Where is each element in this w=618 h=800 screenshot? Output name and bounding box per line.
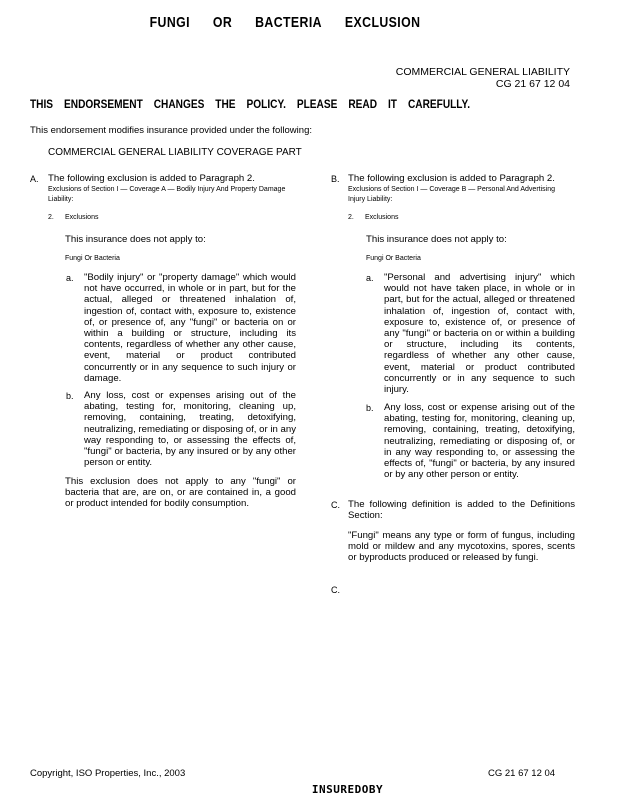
item-a-text: "Bodily injury" or "property damage" which would not have occurred, in whole or in part, but for the actual, alleged or threatened inhalation of, ingestion of, contact with, exposure to, existence of, or presence of, any "fungi" or bacteria on or within a building or structure, including its contents, regardless of whether any other cause, event, material or product contributed concurrently or in any sequence to such injury or damage.: [84, 272, 296, 384]
exclusion-intro: This insurance does not apply to:: [65, 234, 206, 245]
fungi-heading: Fungi Or Bacteria: [65, 255, 120, 262]
exclusions-label: Exclusions: [65, 214, 99, 221]
exclusions-marker: 2.: [48, 214, 54, 221]
notice-word: CHANGES: [153, 99, 205, 111]
item-b-text: Any loss, cost or expenses arising out of the abating, testing for, monitoring, cleaning up, removing, containing, treating, detoxifying, neutralizing, remediating or disposing of, or in any way responding to, or assessing the effects of, "fungi" or bacteria, by any insured or by any other person or entity.: [84, 390, 296, 469]
title-word: BACTERIA: [255, 14, 322, 31]
notice-word: POLICY.: [246, 99, 286, 111]
form-number: CG 21 67 12 04: [495, 78, 570, 90]
coverage-part: COMMERCIAL GENERAL LIABILITY COVERAGE PART: [48, 147, 302, 158]
notice-word: THIS: [30, 99, 54, 111]
page-title: [51, 14, 518, 31]
section-b-marker: B.: [331, 174, 340, 184]
exclusion-intro: This insurance does not apply to:: [366, 234, 507, 245]
notice-word: THE: [215, 99, 236, 111]
section-b-reference: Exclusions of Section I — Coverage B — Personal And Advertising Injury Liability:: [348, 186, 555, 203]
endorsement-notice: [30, 99, 470, 111]
section-a-reference: Exclusions of Section I — Coverage A — Bodily Injury And Property Damage Liability:: [48, 186, 286, 203]
notice-word: PLEASE: [296, 99, 338, 111]
title-word: FUNGI: [149, 14, 190, 31]
form-header: [396, 66, 570, 90]
item-b-text: Any loss, cost or expense arising out of the abating, testing for, monitoring, cleaning up, removing, containing, treating, detoxifying, neutralizing, remediating or disposing of, or in any way responding to, or assessing the effects of, "fungi" or bacteria, by any insured or by any other person or entity.: [384, 402, 575, 481]
section-b-text: The following exclusion is added to Paragraph 2.: [348, 173, 555, 184]
exclusions-label: Exclusions: [365, 214, 399, 221]
notice-word: IT: [387, 99, 397, 111]
footer-form-number: CG 21 67 12 04: [488, 768, 556, 779]
section-c-marker: C.: [331, 500, 340, 510]
item-a-text: "Personal and advertising injury" which would not have taken place, in whole or in part, but for the actual, alleged or threatened inhalation of, ingestion of, contact with, exposure to, existence of, or presence of any "fungi" or bacteria on or within a building or structure, including its contents, regardless of whether any other cause, event, material or product contributed concurrently or in any sequence to such injury.: [384, 272, 575, 396]
item-a-marker: a.: [366, 273, 374, 283]
fungi-definition: "Fungi" means any type or form of fungus, including mold or mildew and any mycotoxins, spores, scents or byproducts produced or released by fungi.: [348, 530, 575, 564]
modifies-text: This endorsement modifies insurance provided under the following:: [30, 125, 312, 136]
title-word: EXCLUSION: [344, 14, 421, 31]
section-c-text: The following definition is added to the Definitions Section:: [348, 499, 575, 522]
fungi-heading: Fungi Or Bacteria: [366, 255, 421, 262]
notice-word: READ: [348, 99, 378, 111]
item-b-marker: b.: [66, 391, 74, 401]
notice-word: CAREFULLY.: [407, 99, 470, 111]
section-c-marker: C.: [331, 585, 340, 595]
exclusion-closing: This exclusion does not apply to any "fungi" or bacteria that are, are on, or are contained in, a good or product intended for bodily consumption.: [65, 476, 296, 510]
notice-word: ENDORSEMENT: [64, 99, 143, 111]
item-b-marker: b.: [366, 403, 374, 413]
section-a-marker: A.: [30, 174, 39, 184]
exclusions-marker: 2.: [348, 214, 354, 221]
header-line: COMMERCIAL GENERAL LIABILITY: [395, 66, 570, 78]
section-a-text: The following exclusion is added to Paragraph 2.: [48, 173, 255, 184]
watermark: INSUREDOBY: [311, 783, 384, 796]
copyright: Copyright, ISO Properties, Inc., 2003: [30, 768, 186, 779]
item-a-marker: a.: [66, 273, 74, 283]
title-word: OR: [212, 14, 233, 31]
